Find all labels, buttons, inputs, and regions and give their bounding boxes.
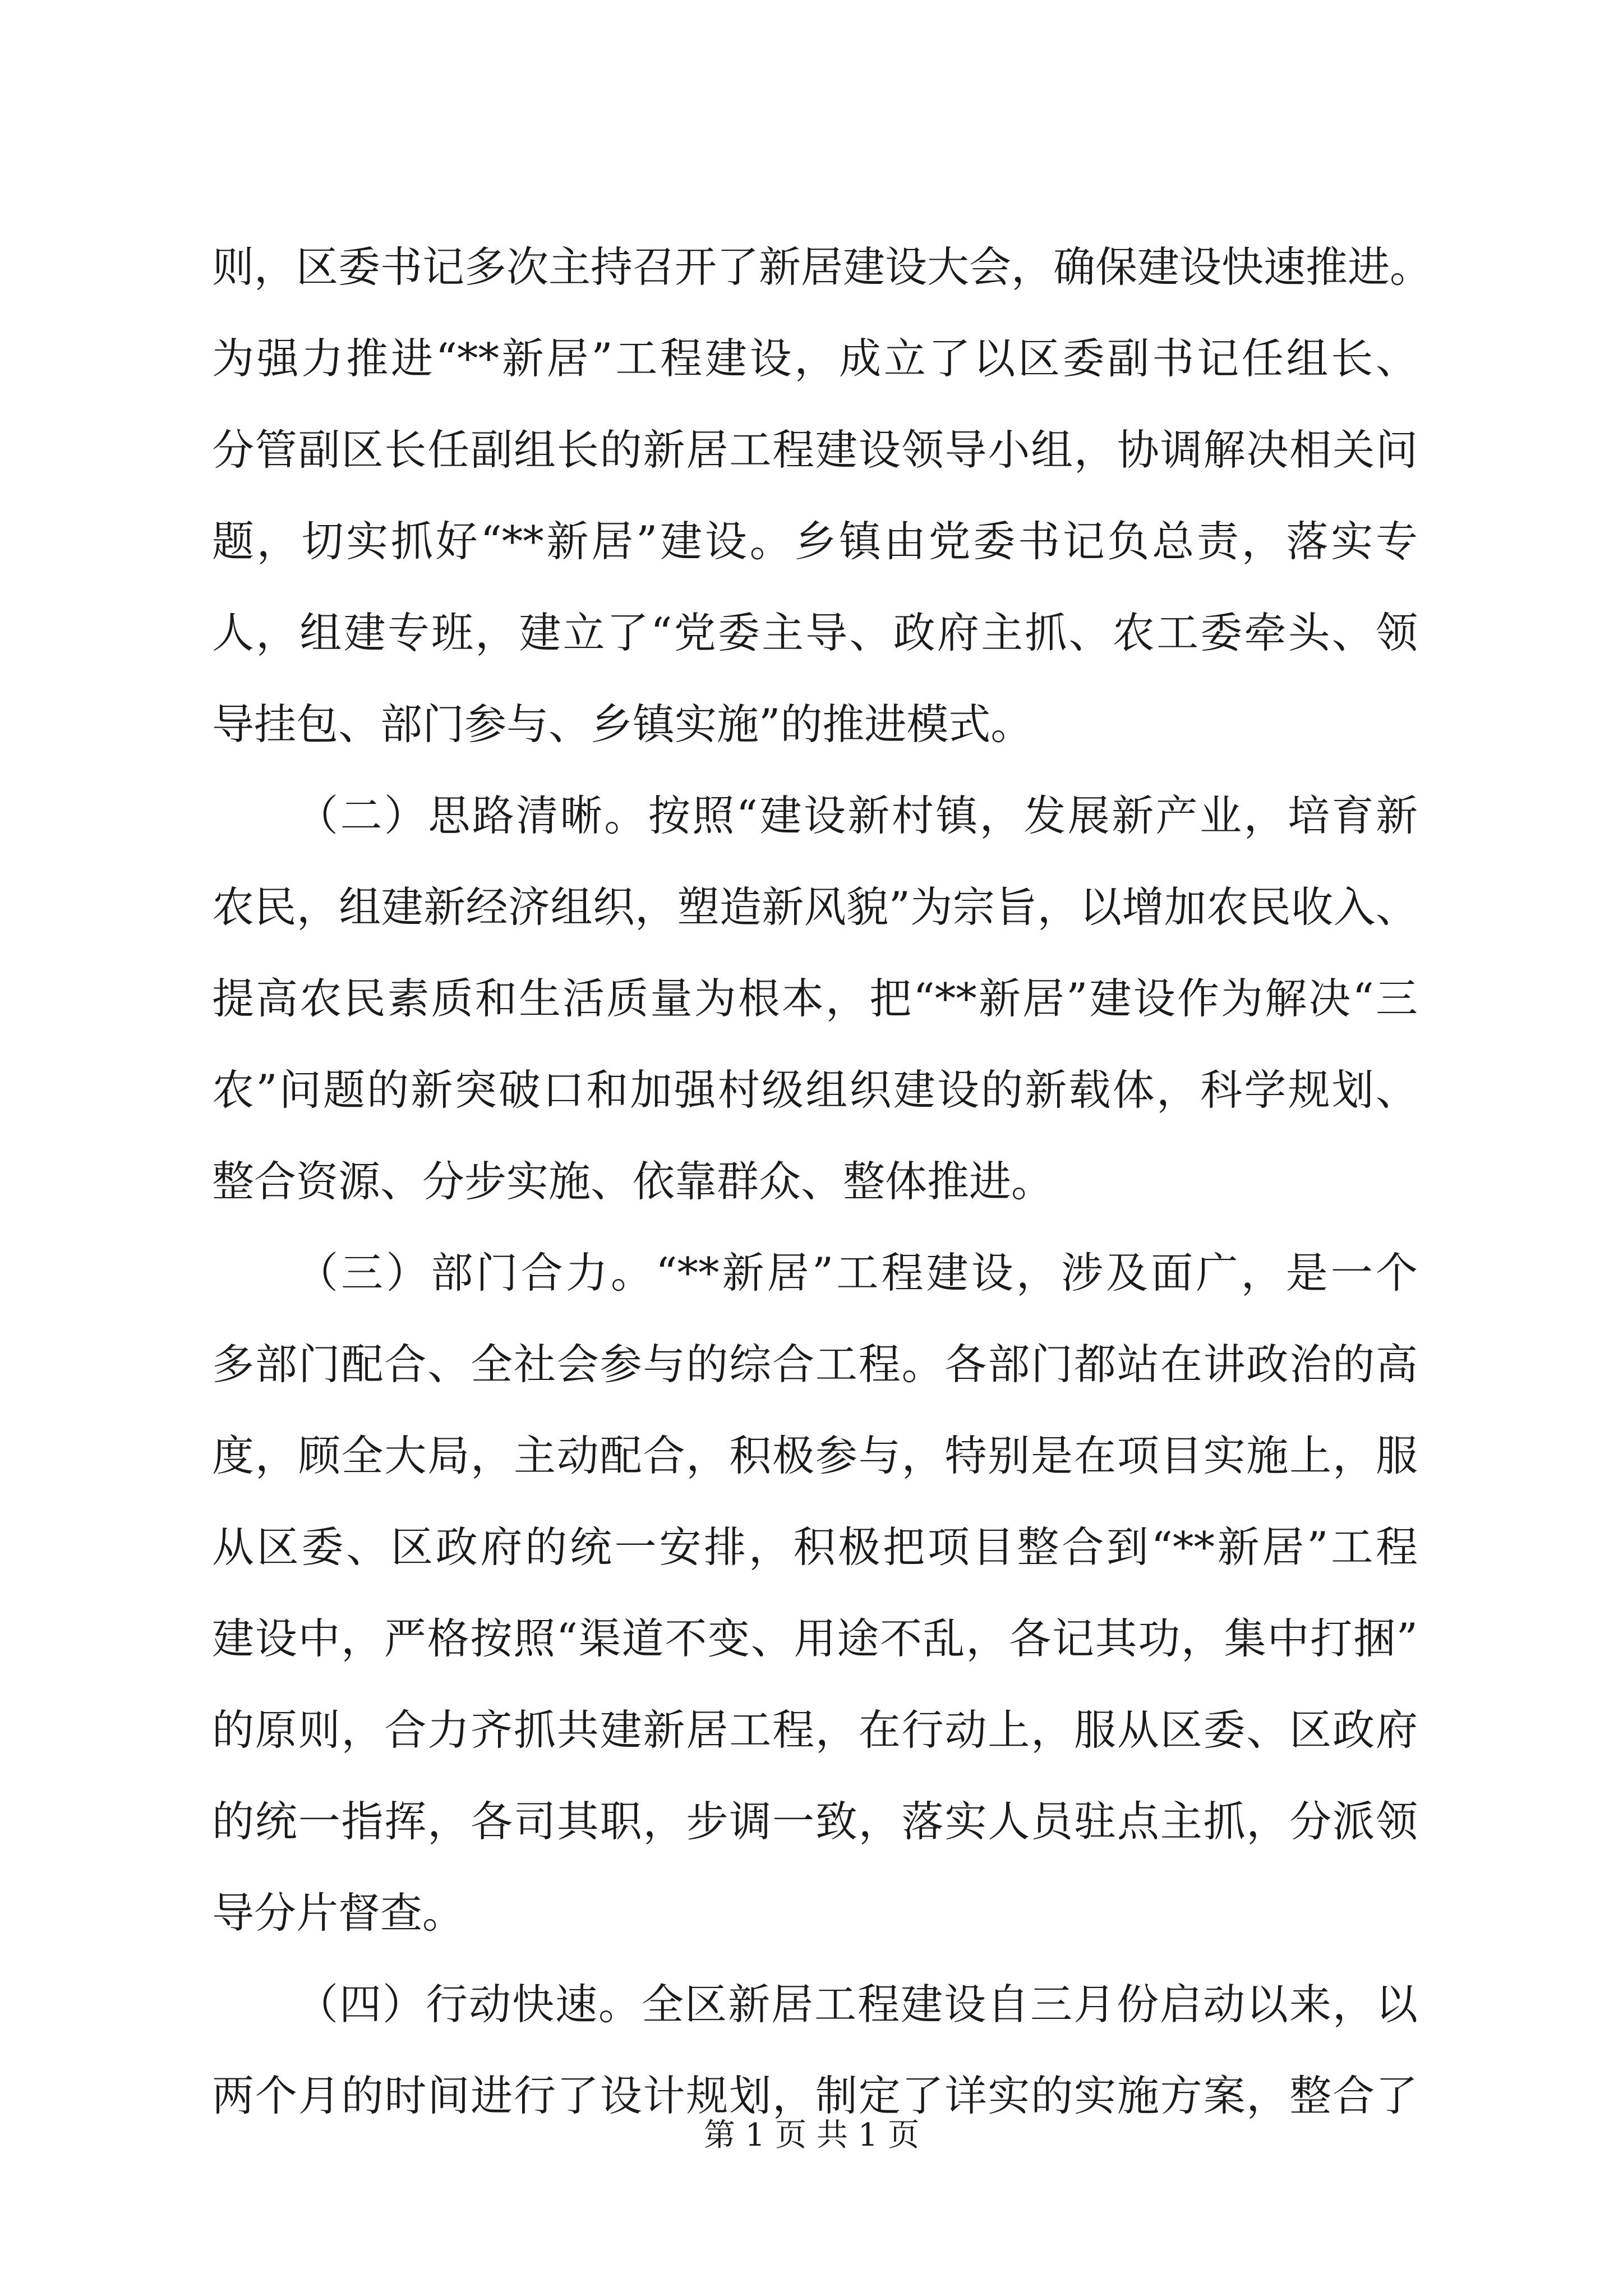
text-line: （三）部门合力。“**新居”工程建设，涉及面广，是一个	[296, 1248, 1418, 1297]
text-line: 导分片督查。	[212, 1888, 465, 1938]
paragraph-rapid-action	[212, 1959, 1418, 2142]
text-line: 多部门配合、全社会参与的综合工程。各部门都站在讲政治的高	[212, 1340, 1418, 1389]
text-line: 题，切实抓好“**新居”建设。乡镇由党委书记负总责，落实专	[212, 517, 1418, 566]
text-line: 建设中，严格按照“渠道不变、用途不乱，各记其功，集中打捆”	[212, 1614, 1418, 1663]
text-line: 分管副区长任副组长的新居工程建设领导小组，协调解决相关问	[212, 425, 1418, 475]
text-line: 导挂包、部门参与、乡镇实施”的推进模式。	[212, 700, 1033, 749]
text-line: （二）思路清晰。按照“建设新村镇，发展新产业，培育新	[296, 791, 1418, 840]
text-line: 则，区委书记多次主持召开了新居建设大会，确保建设快速推进。	[212, 242, 1432, 292]
paragraph-leadership	[212, 222, 1432, 770]
text-line: 农”问题的新突破口和加强村级组织建设的新载体，科学规划、	[212, 1065, 1418, 1115]
paragraph-clear-thinking	[212, 770, 1418, 1227]
text-line: 为强力推进“**新居”工程建设，成立了以区委副书记任组长、	[212, 334, 1418, 383]
text-line: 度，顾全大局，主动配合，积极参与，特别是在项目实施上，服	[212, 1431, 1418, 1480]
text-line: 的原则，合力齐抓共建新居工程，在行动上，服从区委、区政府	[212, 1705, 1418, 1755]
text-line: 农民，组建新经济组织，塑造新风貌”为宗旨，以增加农民收入、	[212, 882, 1418, 932]
page-number-label: 第 1 页 共 1 页	[703, 2117, 920, 2154]
text-line: 提高农民素质和生活质量为根本，把“**新居”建设作为解决“三	[212, 974, 1418, 1023]
text-line: 从区委、区政府的统一安排，积极把项目整合到“**新居”工程	[212, 1522, 1418, 1572]
paragraph-department-cooperation	[212, 1227, 1418, 1959]
document-body	[212, 222, 1432, 2142]
text-line: 整合资源、分步实施、依靠群众、整体推进。	[212, 1157, 1054, 1206]
text-line: 两个月的时间进行了设计规划，制定了详实的实施方案，整合了	[212, 2071, 1418, 2120]
text-line: 人，组建专班，建立了“党委主导、政府主抓、农工委牵头、领	[212, 608, 1418, 657]
text-line: （四）行动快速。全区新居工程建设自三月份启动以来，以	[296, 1980, 1418, 2029]
text-line: 的统一指挥，各司其职，步调一致，落实人员驻点主抓，分派领	[212, 1797, 1418, 1846]
page-footer	[0, 2116, 1623, 2155]
